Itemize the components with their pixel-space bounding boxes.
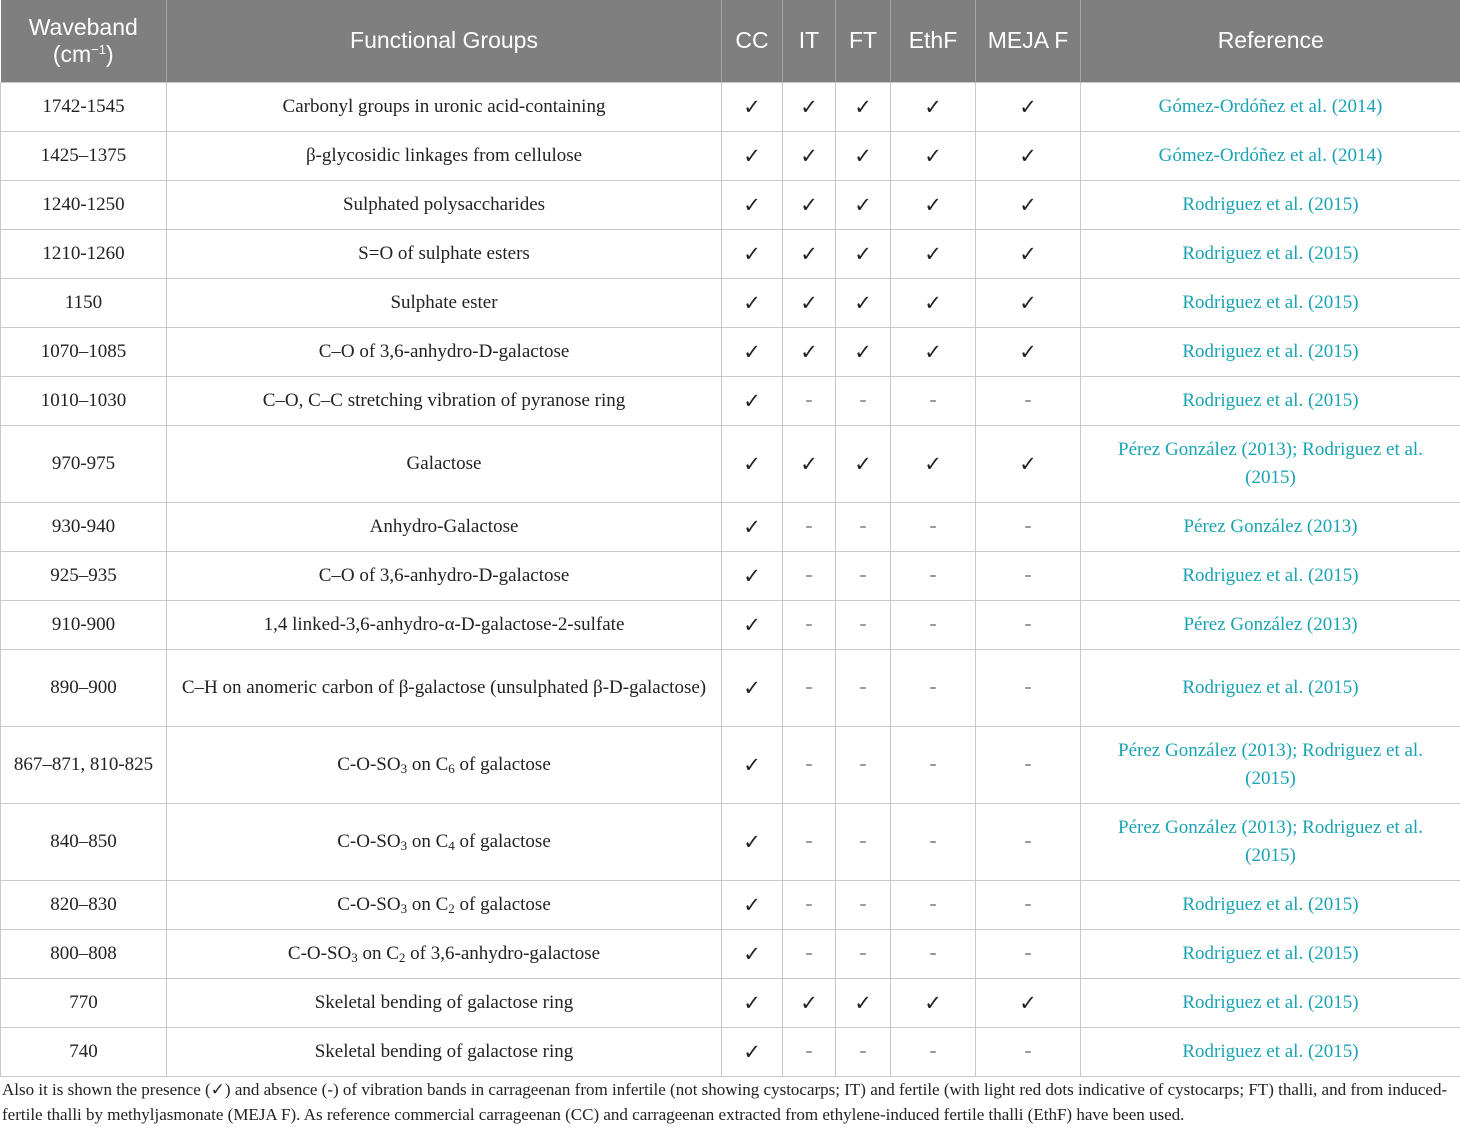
ethf-cell: ✓	[891, 131, 976, 180]
ft-cell: –	[836, 376, 891, 425]
waveband-cell: 840–850	[1, 803, 167, 880]
meja-cell: –	[976, 726, 1081, 803]
waveband-cell: 910-900	[1, 600, 167, 649]
functional-group-cell: Galactose	[167, 425, 722, 502]
table-row	[1, 803, 1460, 880]
ethf-cell: ✓	[891, 229, 976, 278]
table-row	[1, 726, 1460, 803]
waveband-cell: 1425–1375	[1, 131, 167, 180]
ft-cell: ✓	[836, 327, 891, 376]
ft-cell: ✓	[836, 82, 891, 131]
it-cell: ✓	[783, 229, 836, 278]
ethf-cell: –	[891, 880, 976, 929]
ft-cell: –	[836, 1027, 891, 1076]
cc-cell: ✓	[722, 649, 783, 726]
header-ft: FT	[836, 0, 891, 82]
waveband-cell: 930-940	[1, 502, 167, 551]
meja-cell: ✓	[976, 425, 1081, 502]
ft-cell: –	[836, 600, 891, 649]
ethf-cell: –	[891, 376, 976, 425]
waveband-cell: 740	[1, 1027, 167, 1076]
reference-link[interactable]: Rodriguez et al. (2015)	[1081, 278, 1460, 327]
ethf-cell: –	[891, 726, 976, 803]
it-cell: ✓	[783, 327, 836, 376]
functional-group-cell: 1,4 linked-3,6-anhydro-α-D-galactose-2-sulfate	[167, 600, 722, 649]
functional-group-cell: Sulphate ester	[167, 278, 722, 327]
cc-cell: ✓	[722, 180, 783, 229]
reference-link[interactable]: Gómez-Ordóñez et al. (2014)	[1081, 131, 1460, 180]
ft-cell: –	[836, 929, 891, 978]
waveband-cell: 1010–1030	[1, 376, 167, 425]
it-cell: –	[783, 600, 836, 649]
table-row	[1, 649, 1460, 726]
table-row	[1, 425, 1460, 502]
table-row	[1, 502, 1460, 551]
functional-group-cell: Skeletal bending of galactose ring	[167, 1027, 722, 1076]
ethf-cell: –	[891, 929, 976, 978]
reference-link[interactable]: Pérez González (2013)	[1081, 600, 1460, 649]
waveband-cell: 925–935	[1, 551, 167, 600]
it-cell: ✓	[783, 131, 836, 180]
ethf-cell: ✓	[891, 278, 976, 327]
ethf-cell: –	[891, 1027, 976, 1076]
meja-cell: ✓	[976, 82, 1081, 131]
reference-link[interactable]: Rodriguez et al. (2015)	[1081, 978, 1460, 1027]
waveband-cell: 890–900	[1, 649, 167, 726]
meja-cell: –	[976, 376, 1081, 425]
it-cell: –	[783, 376, 836, 425]
header-ethf: EthF	[891, 0, 976, 82]
cc-cell: ✓	[722, 803, 783, 880]
ft-cell: –	[836, 551, 891, 600]
reference-link[interactable]: Rodriguez et al. (2015)	[1081, 229, 1460, 278]
functional-group-cell: C–H on anomeric carbon of β-galactose (unsulphated β-D-galactose)	[167, 649, 722, 726]
meja-cell: –	[976, 929, 1081, 978]
it-cell: –	[783, 726, 836, 803]
meja-cell: –	[976, 600, 1081, 649]
table-row	[1, 551, 1460, 600]
ft-cell: ✓	[836, 180, 891, 229]
cc-cell: ✓	[722, 600, 783, 649]
it-cell: ✓	[783, 180, 836, 229]
waveband-cell: 800–808	[1, 929, 167, 978]
ft-cell: ✓	[836, 278, 891, 327]
table-header	[1, 0, 1460, 82]
functional-group-cell: $C-O-SO_3$ on $C_2$ of galactose	[167, 880, 722, 929]
ft-cell: ✓	[836, 131, 891, 180]
header-reference: Reference	[1081, 0, 1460, 82]
ethf-cell: –	[891, 551, 976, 600]
it-cell: –	[783, 551, 836, 600]
it-cell: –	[783, 649, 836, 726]
cc-cell: ✓	[722, 929, 783, 978]
header-it: IT	[783, 0, 836, 82]
table-row	[1, 327, 1460, 376]
ft-cell: –	[836, 649, 891, 726]
meja-cell: ✓	[976, 180, 1081, 229]
ft-cell: –	[836, 726, 891, 803]
ft-cell: –	[836, 803, 891, 880]
ft-cell: ✓	[836, 425, 891, 502]
reference-link[interactable]: Rodriguez et al. (2015)	[1081, 376, 1460, 425]
waveband-cell: 770	[1, 978, 167, 1027]
ethf-cell: –	[891, 649, 976, 726]
table-footnote: Also it is shown the presence (✓) and absence (-) of vibration bands in carrageenan from infertile (not showing cystocarps; IT) and fertile (with light red dots indicative of cystocarps; FT) thalli, and from induced-fertile thalli by methyljasmonate (MEJA F). As reference commercial carrageenan (CC) and carrageenan extracted from ethylene-induced fertile thalli (EthF) have been used.	[2, 1080, 1448, 1124]
it-cell: –	[783, 929, 836, 978]
meja-cell: ✓	[976, 978, 1081, 1027]
it-cell: –	[783, 803, 836, 880]
table-row	[1, 929, 1460, 978]
functional-group-cell: β-glycosidic linkages from cellulose	[167, 131, 722, 180]
meja-cell: –	[976, 1027, 1081, 1076]
meja-cell: –	[976, 649, 1081, 726]
table-row	[1, 82, 1460, 131]
ft-cell: –	[836, 880, 891, 929]
meja-cell: –	[976, 880, 1081, 929]
table-row	[1, 131, 1460, 180]
cc-cell: ✓	[722, 82, 783, 131]
reference-link[interactable]: Rodriguez et al. (2015)	[1081, 551, 1460, 600]
it-cell: ✓	[783, 425, 836, 502]
ethf-cell: –	[891, 502, 976, 551]
cc-cell: ✓	[722, 376, 783, 425]
ethf-cell: ✓	[891, 82, 976, 131]
reference-link[interactable]: Rodriguez et al. (2015)	[1081, 180, 1460, 229]
reference-link[interactable]: Pérez González (2013); Rodriguez et al. (2015)	[1081, 726, 1460, 803]
meja-cell: ✓	[976, 131, 1081, 180]
reference-link[interactable]: Pérez González (2013); Rodriguez et al. (2015)	[1081, 425, 1460, 502]
ethf-cell: ✓	[891, 327, 976, 376]
cc-cell: ✓	[722, 425, 783, 502]
meja-cell: ✓	[976, 229, 1081, 278]
ft-cell: ✓	[836, 978, 891, 1027]
reference-link[interactable]: Rodriguez et al. (2015)	[1081, 1027, 1460, 1076]
it-cell: –	[783, 502, 836, 551]
waveband-cell: 1210-1260	[1, 229, 167, 278]
it-cell: ✓	[783, 82, 836, 131]
reference-link[interactable]: Pérez González (2013)	[1081, 502, 1460, 551]
table-row	[1, 180, 1460, 229]
functional-group-cell: S=O of sulphate esters	[167, 229, 722, 278]
ethf-cell: ✓	[891, 978, 976, 1027]
waveband-cell: 820–830	[1, 880, 167, 929]
waveband-cell: 1070–1085	[1, 327, 167, 376]
header-waveband: Waveband $(cm^{-1})$	[1, 0, 167, 82]
header-cc: CC	[722, 0, 783, 82]
waveband-cell: 1240-1250	[1, 180, 167, 229]
cc-cell: ✓	[722, 327, 783, 376]
waveband-cell: 1742-1545	[1, 82, 167, 131]
ethf-cell: –	[891, 803, 976, 880]
cc-cell: ✓	[722, 726, 783, 803]
cc-cell: ✓	[722, 278, 783, 327]
table-row	[1, 229, 1460, 278]
reference-link[interactable]: Pérez González (2013); Rodriguez et al. (2015)	[1081, 803, 1460, 880]
functional-group-cell: Sulphated polysaccharides	[167, 180, 722, 229]
waveband-cell: 867–871, 810-825	[1, 726, 167, 803]
functional-group-cell: Carbonyl groups in uronic acid-containing	[167, 82, 722, 131]
cc-cell: ✓	[722, 502, 783, 551]
functional-group-cell: C–O of 3,6-anhydro-D-galactose	[167, 551, 722, 600]
cc-cell: ✓	[722, 880, 783, 929]
table-row	[1, 278, 1460, 327]
reference-link[interactable]: Rodriguez et al. (2015)	[1081, 880, 1460, 929]
meja-cell: –	[976, 803, 1081, 880]
it-cell: ✓	[783, 978, 836, 1027]
table-row	[1, 376, 1460, 425]
cc-cell: ✓	[722, 229, 783, 278]
table-row	[1, 1027, 1460, 1076]
ethf-cell: ✓	[891, 180, 976, 229]
functional-group-cell: C–O of 3,6-anhydro-D-galactose	[167, 327, 722, 376]
header-functional-groups: Functional Groups	[167, 0, 722, 82]
table-row	[1, 600, 1460, 649]
meja-cell: –	[976, 551, 1081, 600]
functional-group-cell: Skeletal bending of galactose ring	[167, 978, 722, 1027]
reference-link[interactable]: Gómez-Ordóñez et al. (2014)	[1081, 82, 1460, 131]
meja-cell: ✓	[976, 278, 1081, 327]
cc-cell: ✓	[722, 131, 783, 180]
waveband-cell: 970-975	[1, 425, 167, 502]
table-body	[1, 82, 1460, 1076]
cc-cell: ✓	[722, 978, 783, 1027]
cc-cell: ✓	[722, 551, 783, 600]
ft-cell: –	[836, 502, 891, 551]
functional-group-cell: $C-O-SO_3$ on $C_4$ of galactose	[167, 803, 722, 880]
reference-link[interactable]: Rodriguez et al. (2015)	[1081, 327, 1460, 376]
reference-link[interactable]: Rodriguez et al. (2015)	[1081, 929, 1460, 978]
header-meja: MEJA F	[976, 0, 1081, 82]
meja-cell: ✓	[976, 327, 1081, 376]
meja-cell: –	[976, 502, 1081, 551]
functional-group-cell: $C-O-SO_3$ on $C_6$ of galactose	[167, 726, 722, 803]
reference-link[interactable]: Rodriguez et al. (2015)	[1081, 649, 1460, 726]
it-cell: –	[783, 880, 836, 929]
cc-cell: ✓	[722, 1027, 783, 1076]
it-cell: ✓	[783, 278, 836, 327]
table-row	[1, 880, 1460, 929]
waveband-cell: 1150	[1, 278, 167, 327]
ethf-cell: –	[891, 600, 976, 649]
ft-cell: ✓	[836, 229, 891, 278]
functional-group-cell: C–O, C–C stretching vibration of pyranose ring	[167, 376, 722, 425]
table-row	[1, 978, 1460, 1027]
functional-group-cell: Anhydro-Galactose	[167, 502, 722, 551]
it-cell: –	[783, 1027, 836, 1076]
ethf-cell: ✓	[891, 425, 976, 502]
functional-group-cell: $C-O-SO_3$ on $C_2$ of 3,6-anhydro-galactose	[167, 929, 722, 978]
